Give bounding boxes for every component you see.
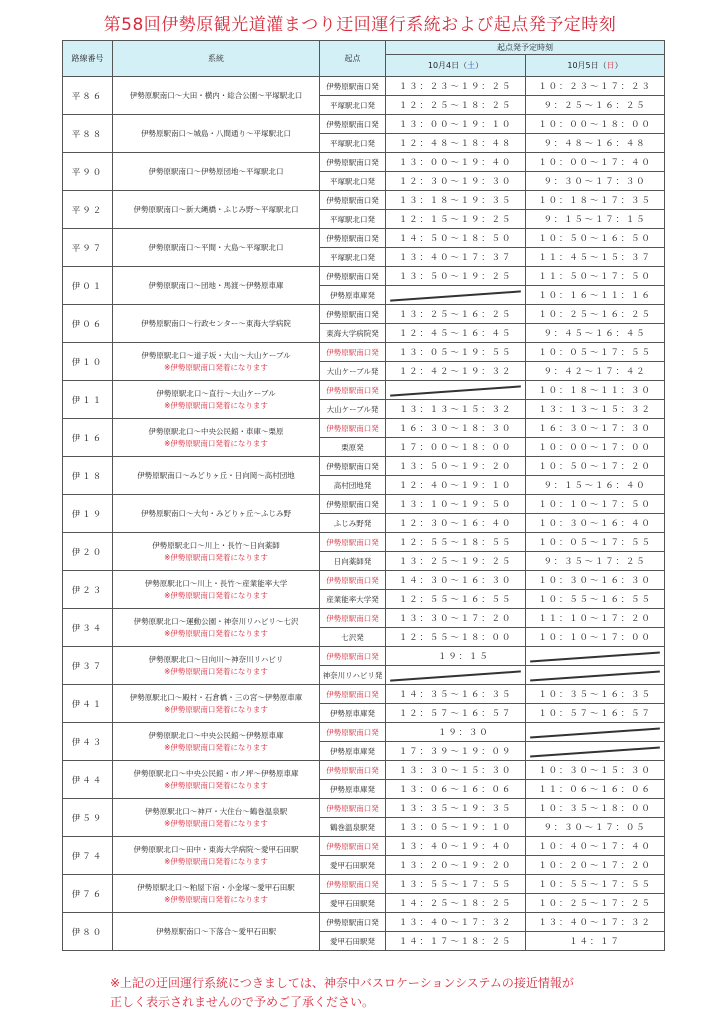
trip-origin: 伊勢原車庫発 — [320, 742, 386, 761]
table-row — [63, 761, 665, 780]
route-system-text: 伊勢原駅南口～下落合～愛甲石田駅 — [156, 926, 276, 936]
time-sat: １２：３０～１６：４０ — [386, 514, 526, 533]
route-system — [113, 115, 320, 153]
time-sat: １２：５５～１８：５５ — [386, 533, 526, 552]
time-sat: １３：２５～１９：２５ — [386, 552, 526, 571]
time-sat: １３：５０～１９：２０ — [386, 457, 526, 476]
time-sun: １１：１０～１７：２０ — [526, 609, 665, 628]
time-sun: １０：３０～１５：３０ — [526, 761, 665, 780]
route-system-text: 伊勢原駅北口～神戸・大住台～鶴巻温泉駅 — [144, 806, 288, 816]
route-system-text: 伊勢原駅南口～大句・みどりヶ丘～ふじみ野 — [141, 508, 291, 518]
time-sat: １３：３０～１７：２０ — [386, 609, 526, 628]
route-system — [113, 875, 320, 913]
route-code: 平８８ — [63, 115, 113, 153]
time-sat: １３：４０～１７：３７ — [386, 248, 526, 267]
trip-origin: 伊勢原車庫発 — [320, 704, 386, 723]
time-sat — [386, 286, 526, 305]
table-row — [63, 571, 665, 590]
time-sun: １１：０６～１６：０６ — [526, 780, 665, 799]
time-sun — [526, 723, 665, 742]
table-row — [63, 837, 665, 856]
trip-origin: 伊勢原駅南口発 — [320, 837, 386, 856]
time-sun: １０：２５～１６：２５ — [526, 305, 665, 324]
trip-origin: 東海大学病院発 — [320, 324, 386, 343]
time-sat: １９：３０ — [386, 723, 526, 742]
trip-origin: 七沢発 — [320, 628, 386, 647]
route-code: 伊０６ — [63, 305, 113, 343]
time-sat: １２：４０～１９：１０ — [386, 476, 526, 495]
route-note: ※伊勢原駅南口発着になります — [164, 666, 268, 676]
time-sat: １４：３０～１６：３０ — [386, 571, 526, 590]
trip-origin: 伊勢原車庫発 — [320, 780, 386, 799]
route-system — [113, 153, 320, 191]
time-sat: １３：１３～１５：３２ — [386, 400, 526, 419]
header-origin: 起点 — [320, 41, 386, 77]
timetable-body — [63, 77, 665, 951]
time-sat: １３：０５～１９：１０ — [386, 818, 526, 837]
time-sat: １３：２３～１９：２５ — [386, 77, 526, 96]
route-note: ※伊勢原駅南口発着になります — [164, 818, 268, 828]
time-sun: １０：３０～１６：３０ — [526, 571, 665, 590]
route-system — [113, 419, 320, 457]
time-sun: ９：４５～１６：４５ — [526, 324, 665, 343]
trip-origin: 伊勢原駅南口発 — [320, 609, 386, 628]
table-row — [63, 267, 665, 286]
route-note: ※伊勢原駅南口発着になります — [164, 628, 268, 638]
time-sun: ９：１５～１６：４０ — [526, 476, 665, 495]
time-sun: １０：０５～１７：５５ — [526, 533, 665, 552]
route-code: 平９２ — [63, 191, 113, 229]
route-system-text: 伊勢原駅北口～川上・長竹～産業能率大学 — [144, 578, 288, 588]
header-date-sun: 10月5日（日） — [526, 54, 665, 76]
route-code: 伊２３ — [63, 571, 113, 609]
route-system — [113, 913, 320, 951]
route-system — [113, 647, 320, 685]
route-system — [113, 761, 320, 799]
time-sun: １４：１７ — [526, 932, 665, 951]
time-sat: １４：３５～１６：３５ — [386, 685, 526, 704]
route-system-text: 伊勢原駅北口～殿村・石倉橋・三の宮～伊勢原車庫 — [129, 692, 303, 702]
time-sat: １３：４０～１９：４０ — [386, 837, 526, 856]
time-sun: １０：２０～１７：２０ — [526, 856, 665, 875]
trip-origin: 伊勢原駅南口発 — [320, 419, 386, 438]
sat-dow: 土 — [467, 60, 476, 70]
trip-origin: 栗原発 — [320, 438, 386, 457]
route-system-text: 伊勢原駅南口～伊勢原団地～平塚駅北口 — [148, 166, 284, 176]
time-sun — [526, 647, 665, 666]
time-sat: １６：３０～１８：３０ — [386, 419, 526, 438]
route-system-text: 伊勢原駅南口～城島・八間通り～平塚駅北口 — [141, 128, 291, 138]
route-code: 平８６ — [63, 77, 113, 115]
time-sun: １０：３５～１６：３５ — [526, 685, 665, 704]
trip-origin: 伊勢原駅南口発 — [320, 875, 386, 894]
route-system-text: 伊勢原駅南口～平間・大島～平塚駅北口 — [148, 242, 284, 252]
time-sun: ９：４２～１７：４２ — [526, 362, 665, 381]
table-row — [63, 609, 665, 628]
route-code: 伊５９ — [63, 799, 113, 837]
trip-origin: 伊勢原駅南口発 — [320, 457, 386, 476]
trip-origin: 伊勢原駅南口発 — [320, 685, 386, 704]
trip-origin: 平塚駅北口発 — [320, 248, 386, 267]
footer-note — [110, 974, 670, 1012]
time-sat: １９：１５ — [386, 647, 526, 666]
time-sun: １１：４５～１５：３７ — [526, 248, 665, 267]
table-row — [63, 685, 665, 704]
time-sat: １３：００～１９：１０ — [386, 115, 526, 134]
time-sat: １２：１５～１９：２５ — [386, 210, 526, 229]
trip-origin: 鶴巻温泉駅発 — [320, 818, 386, 837]
route-code: 伊４４ — [63, 761, 113, 799]
table-row — [63, 381, 665, 400]
route-note: ※伊勢原駅南口発着になります — [164, 704, 268, 714]
route-system — [113, 495, 320, 533]
route-system-text: 伊勢原駅北口～運動公園・神奈川リハビリ～七沢 — [133, 616, 299, 626]
route-system — [113, 267, 320, 305]
time-sun: １０：２３～１７：２３ — [526, 77, 665, 96]
footer-line-1: ※上記の迂回運行系統につきましては、神奈中バスロケーションシステムの接近情報が — [110, 976, 574, 990]
time-sat: １３：１８～１９：３５ — [386, 191, 526, 210]
time-sat: １２：５７～１６：５７ — [386, 704, 526, 723]
trip-origin: ふじみ野発 — [320, 514, 386, 533]
route-system-text: 伊勢原駅北口～川上・長竹～日向薬師 — [152, 540, 280, 550]
route-system — [113, 685, 320, 723]
route-system-text: 伊勢原駅北口～田中・東海大学病院～愛甲石田駅 — [133, 844, 299, 854]
time-sun — [526, 666, 665, 685]
time-sat: １２：４２～１９：３２ — [386, 362, 526, 381]
route-code: 伊１９ — [63, 495, 113, 533]
route-system-text: 伊勢原駅南口～団地・馬渡～伊勢原車庫 — [148, 280, 284, 290]
trip-origin: 平塚駅北口発 — [320, 172, 386, 191]
route-code: 伊２０ — [63, 533, 113, 571]
trip-origin: 日向薬師発 — [320, 552, 386, 571]
trip-origin: 愛甲石田駅発 — [320, 856, 386, 875]
time-sun: １０：４０～１７：４０ — [526, 837, 665, 856]
route-system — [113, 609, 320, 647]
route-note: ※伊勢原駅南口発着になります — [164, 590, 268, 600]
route-code: 伊４１ — [63, 685, 113, 723]
time-sun: １０：５０～１７：２０ — [526, 457, 665, 476]
route-system — [113, 837, 320, 875]
trip-origin: 愛甲石田駅発 — [320, 894, 386, 913]
time-sun: １１：５０～１７：５０ — [526, 267, 665, 286]
route-note: ※伊勢原駅南口発着になります — [164, 362, 268, 372]
route-note: ※伊勢原駅南口発着になります — [164, 856, 268, 866]
route-system-text: 伊勢原駅北口～道子坂・大山～大山ケーブル — [141, 350, 291, 360]
trip-origin: 伊勢原駅南口発 — [320, 229, 386, 248]
time-sun: １６：３０～１７：３０ — [526, 419, 665, 438]
trip-origin: 伊勢原駅南口発 — [320, 267, 386, 286]
route-system-text: 伊勢原駅南口～大田・横内・総合公園～平塚駅北口 — [129, 90, 303, 100]
trip-origin: 伊勢原駅南口発 — [320, 343, 386, 362]
trip-origin: 大山ケーブル発 — [320, 362, 386, 381]
route-code: 伊１０ — [63, 343, 113, 381]
route-system-text: 伊勢原駅北口～中央公民館・市ノ坪～伊勢原車庫 — [133, 768, 299, 778]
time-sat: １４：５０～１８：５０ — [386, 229, 526, 248]
time-sat: １７：００～１８：００ — [386, 438, 526, 457]
time-sat: １２：３０～１９：３０ — [386, 172, 526, 191]
time-sun: １０：５５～１６：５５ — [526, 590, 665, 609]
route-system — [113, 343, 320, 381]
route-system-text: 伊勢原駅北口～中央公民館・車庫～栗原 — [148, 426, 284, 436]
trip-origin: 伊勢原駅南口発 — [320, 571, 386, 590]
time-sun: １０：００～１７：００ — [526, 438, 665, 457]
time-sun: １０：１６～１１：１６ — [526, 286, 665, 305]
trip-origin: 伊勢原駅南口発 — [320, 381, 386, 400]
route-code: 伊３７ — [63, 647, 113, 685]
sun-dow: 日 — [606, 60, 615, 70]
time-sat: １３：０６～１６：０６ — [386, 780, 526, 799]
time-sat: １２：５５～１８：００ — [386, 628, 526, 647]
trip-origin: 伊勢原駅南口発 — [320, 761, 386, 780]
route-system — [113, 191, 320, 229]
route-code: 伊１６ — [63, 419, 113, 457]
time-sun: ９：３５～１７：２５ — [526, 552, 665, 571]
time-sun: ９：３０～１７：３０ — [526, 172, 665, 191]
route-system — [113, 305, 320, 343]
trip-origin: 伊勢原駅南口発 — [320, 533, 386, 552]
time-sun: １０：１０～１７：５０ — [526, 495, 665, 514]
route-note: ※伊勢原駅南口発着になります — [164, 438, 268, 448]
trip-origin: 伊勢原駅南口発 — [320, 77, 386, 96]
time-sat: １２：２５～１８：２５ — [386, 96, 526, 115]
route-system — [113, 381, 320, 419]
route-code: 伊１１ — [63, 381, 113, 419]
time-sun: ９：１５～１７：１５ — [526, 210, 665, 229]
time-sat: １３：５０～１９：２５ — [386, 267, 526, 286]
time-sun: １０：１８～１７：３５ — [526, 191, 665, 210]
time-sat: １７：３９～１９：０９ — [386, 742, 526, 761]
header-date-sat: 10月4日（土） — [386, 54, 526, 76]
route-code: 伊１８ — [63, 457, 113, 495]
table-row — [63, 305, 665, 324]
route-note: ※伊勢原駅南口発着になります — [164, 894, 268, 904]
route-system — [113, 533, 320, 571]
route-system — [113, 723, 320, 761]
time-sun: １０：２５～１７：２５ — [526, 894, 665, 913]
route-system — [113, 77, 320, 115]
route-note: ※伊勢原駅南口発着になります — [164, 400, 268, 410]
route-code: 伊３４ — [63, 609, 113, 647]
time-sat: １３：１０～１９：５０ — [386, 495, 526, 514]
time-sun: １０：５０～１６：５０ — [526, 229, 665, 248]
time-sat: １３：２０～１９：２０ — [386, 856, 526, 875]
route-system — [113, 571, 320, 609]
time-sat: １３：３０～１５：３０ — [386, 761, 526, 780]
table-row — [63, 343, 665, 362]
time-sun: １０：３５～１８：００ — [526, 799, 665, 818]
table-row — [63, 647, 665, 666]
trip-origin: 伊勢原駅南口発 — [320, 191, 386, 210]
trip-origin: 伊勢原駅南口発 — [320, 305, 386, 324]
table-row — [63, 457, 665, 476]
header-depart: 起点発予定時刻 — [386, 41, 665, 55]
time-sun: ９：２５～１６：２５ — [526, 96, 665, 115]
trip-origin: 神奈川リハビリ発 — [320, 666, 386, 685]
table-row — [63, 115, 665, 134]
route-note: ※伊勢原駅南口発着になります — [164, 742, 268, 752]
time-sun: １０：００～１８：００ — [526, 115, 665, 134]
trip-origin: 伊勢原駅南口発 — [320, 115, 386, 134]
time-sat — [386, 666, 526, 685]
time-sat: １３：２５～１６：２５ — [386, 305, 526, 324]
route-system — [113, 799, 320, 837]
route-system-text: 伊勢原駅南口～行政センター～東海大学病院 — [141, 318, 291, 328]
table-row — [63, 799, 665, 818]
trip-origin: 高村団地発 — [320, 476, 386, 495]
route-system-text: 伊勢原駅北口～中央公民館～伊勢原車庫 — [148, 730, 284, 740]
route-system — [113, 457, 320, 495]
time-sun: １０：５５～１７：５５ — [526, 875, 665, 894]
route-code: 伊８０ — [63, 913, 113, 951]
table-row — [63, 77, 665, 96]
time-sat: １３：３５～１９：３５ — [386, 799, 526, 818]
page-title: 第58回伊勢原観光道灌まつり迂回運行系統および起点発予定時刻 — [103, 15, 617, 35]
time-sun: １０：１８～１１：３０ — [526, 381, 665, 400]
table-row — [63, 723, 665, 742]
timetable — [62, 40, 665, 951]
time-sun: ９：４８～１６：４８ — [526, 134, 665, 153]
time-sat: １２：５５～１６：５５ — [386, 590, 526, 609]
time-sun: １０：０５～１７：５５ — [526, 343, 665, 362]
route-note: ※伊勢原駅南口発着になります — [164, 780, 268, 790]
route-code: 伊７４ — [63, 837, 113, 875]
route-note: ※伊勢原駅南口発着になります — [164, 552, 268, 562]
route-system-text: 伊勢原駅北口～粕屋下宿・小金塚～愛甲石田駅 — [137, 882, 295, 892]
time-sun: １０：５７～１６：５７ — [526, 704, 665, 723]
table-row — [63, 191, 665, 210]
time-sat: １２：４８～１８：４８ — [386, 134, 526, 153]
time-sat — [386, 381, 526, 400]
trip-origin: 産業能率大学発 — [320, 590, 386, 609]
route-system-text: 伊勢原駅南口～みどりヶ丘・日向岡～高村団地 — [137, 470, 295, 480]
time-sat: １３：０５～１９：５５ — [386, 343, 526, 362]
time-sat: １３：４０～１７：３２ — [386, 913, 526, 932]
time-sat: １２：４５～１６：４５ — [386, 324, 526, 343]
time-sat: １３：５５～１７：５５ — [386, 875, 526, 894]
route-system-text: 伊勢原駅北口～直行～大山ケーブル — [156, 388, 276, 398]
table-row — [63, 533, 665, 552]
time-sun: １０：００～１７：４０ — [526, 153, 665, 172]
trip-origin: 平塚駅北口発 — [320, 210, 386, 229]
table-row — [63, 229, 665, 248]
trip-origin: 伊勢原駅南口発 — [320, 723, 386, 742]
table-row — [63, 419, 665, 438]
trip-origin: 伊勢原駅南口発 — [320, 647, 386, 666]
trip-origin: 伊勢原駅南口発 — [320, 799, 386, 818]
time-sun: ９：３０～１７：０５ — [526, 818, 665, 837]
time-sun: １３：４０～１７：３２ — [526, 913, 665, 932]
route-code: 平９７ — [63, 229, 113, 267]
route-code: 伊７６ — [63, 875, 113, 913]
time-sat: １４：２５～１８：２５ — [386, 894, 526, 913]
trip-origin: 伊勢原車庫発 — [320, 286, 386, 305]
trip-origin: 大山ケーブル発 — [320, 400, 386, 419]
time-sun — [526, 742, 665, 761]
time-sun: １３：１３～１５：３２ — [526, 400, 665, 419]
trip-origin: 伊勢原駅南口発 — [320, 153, 386, 172]
trip-origin: 伊勢原駅南口発 — [320, 495, 386, 514]
time-sun: １０：３０～１６：４０ — [526, 514, 665, 533]
trip-origin: 平塚駅北口発 — [320, 96, 386, 115]
time-sat: １３：００～１９：４０ — [386, 153, 526, 172]
route-code: 伊４３ — [63, 723, 113, 761]
time-sun: １０：１０～１７：００ — [526, 628, 665, 647]
footer-line-2: 正しく表示されませんので予めご了承ください。 — [110, 995, 375, 1009]
table-row — [63, 153, 665, 172]
trip-origin: 愛甲石田駅発 — [320, 932, 386, 951]
route-system-text: 伊勢原駅北口～日向川～神奈川リハビリ — [148, 654, 284, 664]
table-row — [63, 495, 665, 514]
trip-origin: 伊勢原駅南口発 — [320, 913, 386, 932]
table-row — [63, 875, 665, 894]
table-row — [63, 913, 665, 932]
route-code: 伊０１ — [63, 267, 113, 305]
route-system — [113, 229, 320, 267]
trip-origin: 平塚駅北口発 — [320, 134, 386, 153]
route-system-text: 伊勢原駅南口～新大縄橋・ふじみ野～平塚駅北口 — [133, 204, 299, 214]
header-system: 系統 — [113, 41, 320, 77]
time-sat: １４：１７～１８：２５ — [386, 932, 526, 951]
header-route-no: 路線番号 — [63, 41, 113, 77]
route-code: 平９０ — [63, 153, 113, 191]
